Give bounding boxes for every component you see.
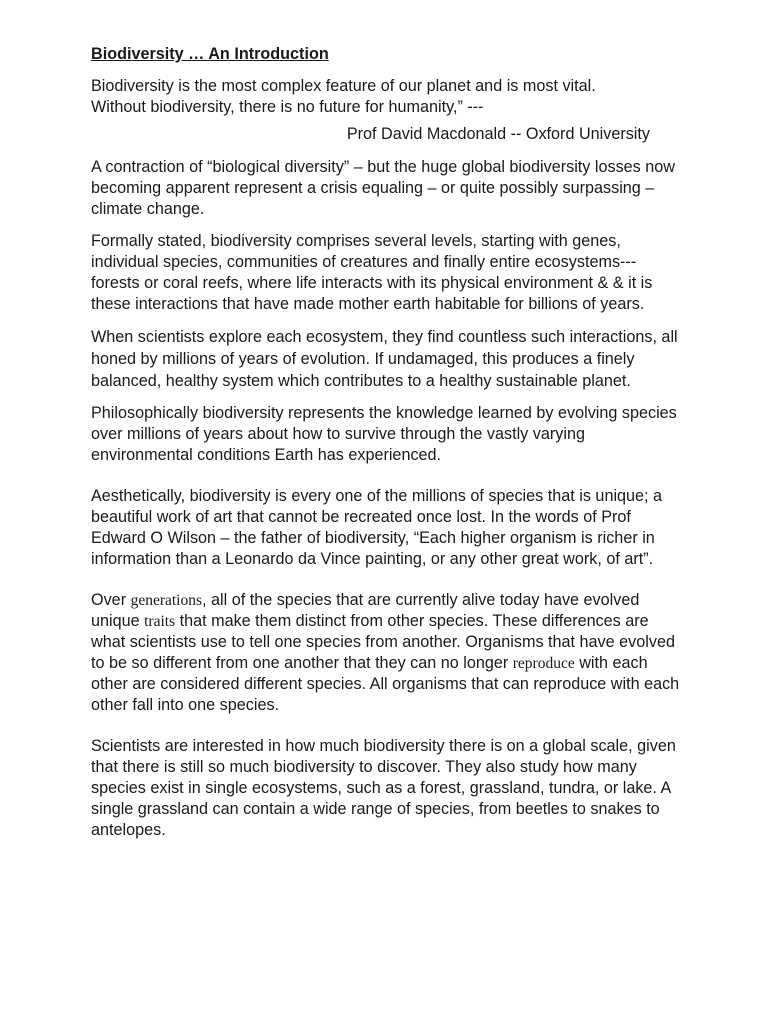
quote-line-2: Without biodiversity, there is no future for humanity,” ---	[91, 98, 484, 116]
quote-block	[91, 76, 683, 145]
paragraph-formally-stated: Formally stated, biodiversity comprises several levels, starting with genes, individual species, communities of creatures and finally entire ecosystems---forests or coral reefs, where life interacts with its physical environment & & it is these interactions that have made mother earth habitable for billions of years.	[91, 232, 653, 313]
paragraph-aesthetically: Aesthetically, biodiversity is every one of the millions of species that is unique; a beautiful work of art that cannot be recreated once lost. In the words of Prof Edward O Wilson – the father of biodiversity, “Each higher organism is richer in information than a Leonardo da Vince painting, or any other great work, of art”.	[91, 487, 663, 568]
paragraph-contraction: A contraction of “biological diversity” – but the huge global biodiversity losses now becoming apparent represent a crisis equaling – or quite possibly surpassing – climate change.	[91, 158, 675, 218]
paragraph-global-scale: Scientists are interested in how much biodiversity there is on a global scale, given that there is still so much biodiversity to discover. They also study how many species exist in single ecosystems, such as a forest, grassland, tundra, or lake. A single grassland can contain a wide range of species, from beetles to snakes to antelopes.	[91, 737, 676, 839]
generations-text-3: that make them distinct from other species. These differences are what scientists use to tell one species from another. Organisms that have evolved to be so different from one another that they can no longer	[91, 612, 675, 672]
generations-text-4: with each other are considered different species. All organisms that can reproduce with each other fall into one species.	[91, 654, 680, 714]
traits-link-word: traits	[144, 613, 176, 630]
quote-line-1: Biodiversity is the most complex feature of our planet and is most vital.	[91, 77, 596, 95]
generations-text-2: , all of the species that are currently alive today have evolved unique	[91, 591, 640, 630]
reproduce-link-word: reproduce	[512, 655, 575, 672]
generations-text-1: Over	[91, 591, 131, 609]
paragraph-philosophically: Philosophically biodiversity represents the knowledge learned by evolving species over millions of years about how to survive through the vastly varying environmental conditions Earth has experienced.	[91, 404, 677, 464]
generations-link-word: generations	[130, 592, 203, 609]
paragraph-generations	[91, 590, 683, 716]
document-page	[91, 44, 683, 852]
paragraph-scientists-explore: When scientists explore each ecosystem, they find countless such interactions, all honed by millions of years of evolution. If undamaged, this produces a finely balanced, healthy system which contributes to a healthy sustainable planet.	[91, 328, 678, 390]
quote-attribution: Prof David Macdonald -- Oxford University	[346, 125, 650, 143]
document-title: Biodiversity … An Introduction	[91, 45, 329, 63]
